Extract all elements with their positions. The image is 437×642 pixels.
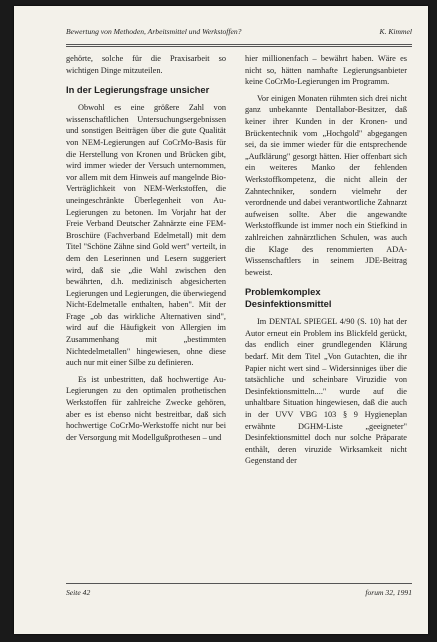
- header-rule: [66, 46, 412, 47]
- issue-label: forum 32, 1991: [365, 588, 412, 597]
- running-footer: [66, 583, 412, 597]
- left-paragraph-1: Obwohl es eine größere Zahl von wissenschaftlichen Untersuchungsergebnissen und sonstigen Beiträgen über die gute Qualität von NEM-Legierungen auf CoCrMo-Basis für die Herstellung von Kronen und Brücken gibt, wird immer wieder der Versuch unternommen, vor allem mit dem Hinweis auf mangelnde Bio-Verträglichkeit von NEM-Werkstoffen, die uneingeschränkte Überlegenheit von Au-Legierungen zu betonen. Im Vorjahr hat der Freie Verband Deutscher Zahnärzte eine FEM-Broschüre (Fachverband Edelmetall) mit dem Titel "Schöne Zähne sind Gold wert" verteilt, in dem den Leserinnen und Lesern suggeriert wird, daß sie „die Wahl zwischen den bewährten, d.h. medizinisch abgesicherten Legierungen und Legierungen, die überwiegend Nicht-Edelmetalle enthalten, haben". Mit der Frage „ob das wirkliche Alternativen sind", wird auf die Häufigkeit von Allergien im Zusammenhang mit „bestimmten Nichtedelmetallen" hingewiesen, ohne diese auch nur mit einer Silbe zu definieren.: [66, 103, 226, 368]
- page-number: Seite 42: [66, 588, 91, 597]
- running-header: [66, 18, 412, 45]
- left-intro-paragraph: gehörte, solche für die Praxisarbeit so wichtigen Dinge mitzuteilen.: [66, 54, 226, 75]
- right-paragraph-1: Vor einigen Monaten rühmten sich drei nicht ganz unbekannte Dentallabor-Besitzer, daß keiner ihrer Kunden in der Kronen- und Brückentechnik vom „Hochgold" abgegangen sei, da sie immer wieder für die entsprechende „Aufklärung" gesorgt hätten. Hier offenbart sich ein weiteres Manko der fehlenden Werkstoffkompetenz, die nicht allein der Zahntechniker, sondern vielmehr der verordnende und dabei verantwortliche Zahnarzt aufweisen sollte. Aber die angewandte Werkstoffkunde ist immer noch ein Stiefkind in zahlreichen zahnärztlichen Schulen, was auch die Klage des renommierten ADA-Wissenschaftlers in seinem JDE-Beitrag beweist.: [245, 93, 407, 277]
- right-paragraph-2: Im DENTAL SPIEGEL 4/90 (S. 10) hat der Autor erneut ein Problem ins Blickfeld gerückt, das endlich einer grundlegenden Klärung bedarf. Mit dem Titel „Von Gutachten, die ihr Papier nicht wert sind – Widersinniges über die tatsächliche und scheinbare Viruzidie von Desinfektionsmitteln...." wurde auf die unhaltbare Situation hingewiesen, daß die auch in der UVV VBG 103 § 9 Hygieneplan erwähnte DGHM-Liste „geeigneter" Desinfektionsmittel doch nur solche Präparate enthält, deren viruzide Wirksamkeit nicht Gegenstand der: [245, 317, 407, 466]
- section-heading-desinfektion: Problemkomplex Desinfektionsmittel: [245, 286, 332, 310]
- document-page: [14, 6, 428, 634]
- header-author: K. Kimmel: [379, 26, 412, 36]
- section-heading-legierung: In der Legierungsfrage unsicher: [66, 84, 210, 96]
- header-title: Bewertung von Methoden, Arbeitsmittel und Werkstoffen?: [66, 26, 242, 36]
- right-column: [245, 53, 407, 472]
- left-paragraph-2: Es ist unbestritten, daß hochwertige Au-Legierungen zu den optimalen prothetischen Werkstoffen für zahlreiche Zwecke gehören, aber es ist ebenso nicht bestreitbar, daß sich hochwertige CoCrMo-Werkstoffe nicht nur bei der Versorgung mit Modellgußprothesen – und: [66, 374, 226, 442]
- left-column: [66, 53, 226, 448]
- right-intro-paragraph: hier millionenfach – bewährt haben. Wäre es nicht so, hätten namhafte Legierungsanbieter keine CoCrMo-Legierungen im Programm.: [245, 54, 407, 87]
